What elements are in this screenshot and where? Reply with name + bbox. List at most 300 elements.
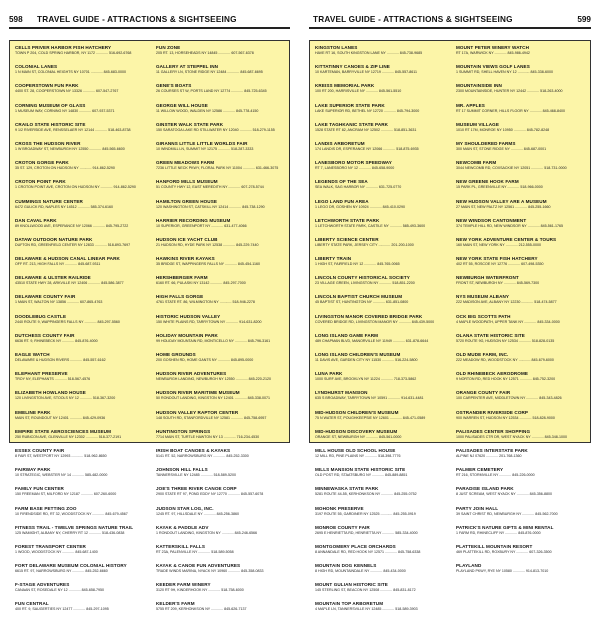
- listing-entry: [156, 45, 282, 64]
- listing-entry: [15, 179, 141, 198]
- listing-detail: ORANGE ST, NEWBURGH NY ............ 845-561-0000: [315, 434, 402, 439]
- listing-name: GINSTER WALK STATE PARK: [156, 121, 224, 127]
- listing-name: PLATTEKILL MOUNTAIN RESORT: [456, 543, 533, 549]
- listing-name: NEW GREENE HOOK FARM: [456, 179, 519, 185]
- listing-name: MONTGOMERY PLACE ORCHARDS: [315, 543, 396, 549]
- listing-entry: [156, 429, 282, 448]
- listing-entry: [156, 160, 282, 179]
- listing-detail: 4 MAPLE WOODPATH, UPPER TANK NY ............ 845-334-0000: [456, 319, 560, 324]
- listing-detail: 2300 MOUNTAINSIDE, HUNTER NY 12442 ............ 518-263-4000: [456, 89, 563, 94]
- listing-name: MILL HOUSE OLD SCHOOL HOUSE: [315, 447, 396, 453]
- listing-detail: 1 SUMMIT RD, SHELL HAVEN NY 12 ............ 845-338-6000: [456, 70, 553, 75]
- listing-name: LYNDHURST MANSION: [315, 390, 368, 396]
- listing-detail: RT 216, STORMVILLE NY ............ 845-226-0000: [456, 473, 535, 478]
- listing-name: EMELINE PARK: [15, 409, 51, 415]
- listing-entry: [156, 314, 282, 333]
- listing-name: KELDER'S FARM: [156, 601, 195, 607]
- listing-entry: [456, 103, 582, 122]
- listing-detail: CANAAN ST, ROSEDALE NY 12 ............ 845-658-7950: [15, 588, 105, 593]
- listing-name: KREISS MEMORIAL PARK: [315, 83, 375, 89]
- listing-detail: 4 MAPLE LN, TANNERSVILLE NY 12485 ............ 518-589-3903: [315, 607, 418, 612]
- listing-entry: [456, 371, 582, 390]
- listing-entry: [315, 141, 441, 160]
- listing-entry: [456, 237, 582, 256]
- listing-name: CROTON GORGE PARK: [15, 160, 69, 166]
- listing-entry: [456, 45, 582, 64]
- listing-detail: 1 WOOD, WOODSTOCK NY ............ 845-687-1400: [15, 549, 98, 554]
- listing-entry: [15, 410, 141, 429]
- listing-detail: RT 17 SUMMIT CORNER, HILLS FLOOR NY ............ 845-468-8400: [456, 108, 565, 113]
- listing-name: MY SHOULDERED FARMS: [456, 140, 516, 146]
- listing-detail: 7714 MAIN ST, TURTLE HAWTON NY 13 ............ 716-234-4530: [156, 434, 260, 439]
- listing-detail: 26 COURSES ST W, PORTS LAND NY 12774 ............ 845-725-6345: [156, 89, 267, 94]
- listing-entry: [315, 160, 441, 179]
- listing-detail: 374 TEMPLE HILL RD, NEW WINDSOR NY ............ 845-561-1765: [456, 223, 563, 228]
- listing-detail: 100 CARPENTER AVE, MIDDLETOWN NY ............ 845-343-4826: [456, 396, 562, 401]
- listing-detail: 5141 RT. 52, NARROWSBURG NY ............ 845-252-3300: [156, 453, 249, 458]
- listing-detail: 9 1/2 RIVERSIDE AVE, RENSSELAER NY 12144 ............ 518-463-8738: [15, 127, 131, 132]
- listing-detail: 8 ANNANDALE RD, RED HOOK NY 12571 ............ 845-758-6338: [315, 549, 421, 554]
- listing-detail: 10 SUPERIOR, GREENPORT NY ............ 631-477-4066: [156, 223, 247, 228]
- listing-detail: 900 WARREN ST, HUDSON NY 12534 ............ 518-828-9000: [456, 415, 555, 420]
- listing-detail: 12 MILL RD, PINE PLAINS NY ............ 518-398-7776: [315, 453, 401, 458]
- listing-entry: [315, 448, 441, 467]
- listing-name: JOE'S THREE RIVER CANOE CORP: [156, 486, 237, 492]
- listing-entry: [156, 83, 282, 102]
- listing-detail: 43510 STATE HWY 28, ARKVILLE NY 12406 ............ 845-586-3877: [15, 281, 124, 286]
- listing-name: MONROE COUNTY FAIR: [315, 524, 370, 530]
- listing-detail: 125 WAMIGHT, ALBANY NY, CHERRY RT 12 ............ 518-436-0838: [15, 530, 125, 535]
- listing-name: LONG ISLAND GAME FARM: [315, 332, 379, 338]
- listing-entry: [315, 314, 441, 333]
- listing-name: OLD MUDE FARM, INC.: [456, 352, 509, 357]
- listing-detail: 160 MAIN ST, NEW YORK NY ............ 212-555-0000: [456, 242, 541, 247]
- listing-name: KAYAK & CANOE FUN ADVENTURES: [156, 563, 241, 569]
- listing-detail: TANNERSVILLE NY 12485 ............ 518-589-5200: [156, 473, 236, 478]
- listing-name: LONG ISLAND CHILDREN'S MUSEUM: [315, 352, 401, 357]
- listing-entry: [156, 390, 282, 409]
- listing-name: GIRANNS LITTLE LITTLE WORLDS FAIR: [156, 140, 248, 146]
- listing-entry: [156, 525, 282, 544]
- listing-name: FUN CENTRAL: [15, 601, 49, 607]
- listing-detail: 9 NORTON RD, RED HOOK NY 12571 ............ 845-752-3200: [456, 377, 556, 382]
- listing-entry: [15, 601, 141, 620]
- listing-name: MOUNT GULIAN HISTORIC SITE: [315, 582, 388, 588]
- listing-detail: 51 COUNTY HWY 12, EAST MEREDITH NY ............ 607-278-5744: [156, 185, 264, 190]
- listing-name: PALISADES CENTER SHOPPING: [456, 428, 531, 434]
- listing-name: CRAILO STATE HISTORIC SITE: [15, 121, 86, 127]
- listing-name: HUDSON ICE YACHT CLUB: [156, 236, 218, 242]
- listing-name: COLONIAL LANES: [15, 64, 58, 70]
- listing-detail: 1 MUSEUM WAY, CORNING NY 14830 ............ 607-937-5371: [15, 108, 115, 113]
- listing-entry: [15, 333, 141, 352]
- listing-name: HISTORIC HUDSON VALLEY: [156, 313, 221, 319]
- listing-name: F-STAGE ADVENTURES: [15, 582, 70, 588]
- listing-name: MOHONK PRESERVE: [315, 505, 364, 511]
- header-rule: [309, 27, 591, 29]
- listing-name: LANDIS ARBORETUM: [315, 140, 365, 146]
- listing-entry: [156, 199, 282, 218]
- listing-entry: [315, 352, 441, 371]
- listing-entry: [456, 179, 582, 198]
- listing-name: GALLERY AT STEPPEL INN: [156, 64, 219, 70]
- listing-name: MUSEUM VILLAGE: [456, 121, 499, 127]
- listing-detail: 6472 GULICK RD, NAPLES NY 14512 ............ 585-374-6160: [15, 204, 114, 209]
- listing-detail: FRONT ST, NEWBURGH NY ............ 845-569-7300: [456, 281, 540, 286]
- listing-entry: [156, 333, 282, 352]
- listing-entry: [156, 467, 282, 486]
- listing-detail: 250 RUBICON AVE, GLENVILLE NY 12302 ............ 518-377-2191: [15, 434, 122, 439]
- listing-name: LETCHWORTH STATE PARK: [315, 217, 380, 223]
- listing-name: LANESBORO MOTOR SPEEDWAY: [315, 160, 392, 166]
- listing-entry: [15, 390, 141, 409]
- listing-name: EMPIRE STATE AEROSCIENCES MUSEUM: [15, 428, 112, 434]
- listing-detail: RT 23A, PALENVILLE NY ............ 518-589-5058: [156, 549, 234, 554]
- listing-entry: [156, 237, 282, 256]
- listing-name: HOME GROUNDS: [156, 352, 196, 357]
- listing-entry: [15, 275, 141, 294]
- listing-detail: NEWBURGH LANDING, NEWBURGH NY 12550 ............ 845-220-2120: [156, 377, 271, 382]
- listing-name: FORT DELAWARE MUSEUM COLONIAL HISTORY: [15, 563, 127, 569]
- listing-name: FITNESS TRAIL - TWELVE SPRINGS NATURE TRAIL: [15, 524, 134, 530]
- listing-entry: [15, 467, 141, 486]
- listing-detail: 35 BRIDGE ST, WAPPINGERS FALLS NY ............ 845-454-1160: [156, 262, 260, 267]
- listing-name: DUTCHESS COUNTY FAIR: [15, 332, 75, 338]
- listing-name: OLD RHINEBECK AERODROME: [456, 371, 529, 377]
- listing-name: OCK BIG SCOTTS PATH: [456, 313, 511, 319]
- listing-name: DELAWARE & ULSTER RAILRIDE: [15, 275, 91, 281]
- listing-detail: 11 GALLERY LN, STONE RIDGE NY 12484 ............ 845-687-6695: [156, 70, 263, 75]
- listing-entry: [456, 275, 582, 294]
- listing-entry: [315, 45, 441, 64]
- listing-name: JUDSON STAR LOG, INC.: [156, 505, 214, 511]
- listing-detail: 8 FAIR ST, WESTPORT NY 12993 ............ 518-962-8650: [15, 453, 107, 458]
- listing-detail: 45 BAPTIST ST, HUNTINGTON NY ............ 631-851-0800: [315, 300, 409, 305]
- listing-detail: RT 7, LANESBORO NY 12 ............ 845-658-9000: [315, 166, 395, 171]
- listing-detail: 5281 ROUTE 44-55, KERHONKSON NY ............ 845-255-0752: [315, 492, 417, 497]
- listing-entry: [456, 352, 582, 371]
- listing-name: COOPERSTOWN FUN PARK: [15, 83, 79, 89]
- listing-detail: 300 MAIN ST, STONE RIDGE NY ............ 845-687-0001: [456, 146, 547, 151]
- listing-detail: 489 CHAPMAN BLVD, MANORVILLE NY 11949 ............ 631-878-6644: [315, 338, 429, 343]
- page-title: TRAVEL GUIDE - ATTRACTIONS & SIGHTSEEING: [37, 15, 237, 24]
- listing-detail: MAIN ST, ROUNDOUT NY 12401 ............ 845-429-0936: [15, 415, 106, 420]
- listing-detail: HAVE RT 16, SOUTH KINGSTON LANE NY ............ 845-738-9685: [315, 51, 423, 55]
- listing-name: HIGH FALLS GORGE: [156, 294, 204, 300]
- listing-name: LINCOLN BAPTIST CHURCH MUSEUM: [315, 294, 403, 300]
- listing-entry: [156, 256, 282, 275]
- listing-name: HERSHBERGER FARM: [156, 275, 208, 281]
- listing-entry: [156, 486, 282, 505]
- listing-name: MINNEWASKA STATE PARK: [315, 486, 379, 492]
- listing-entry: [456, 410, 582, 429]
- listing-detail: 1 LETCHWORTH STATE PARK, CASTILE NY ............ 585-493-3600: [315, 223, 426, 228]
- listing-entry: [315, 294, 441, 313]
- listing-entry: [315, 218, 441, 237]
- listing-entry: [315, 582, 441, 601]
- listing-entry: [315, 103, 441, 122]
- right-page: [300, 0, 600, 612]
- listing-entry: [156, 371, 282, 390]
- listing-detail: DELAWARE & HUDSON RIVERS ............ 845-557-6162: [15, 358, 106, 362]
- listing-detail: 4400 ST. 28, COOPERSTOWN NY 13326 ............ 607-547-2767: [15, 89, 119, 94]
- listing-column: [456, 45, 582, 582]
- listing-entry: [15, 103, 141, 122]
- listing-detail: 635 S BROADWAY, TARRYTOWN NY 10591 ............ 914-631-4481: [315, 396, 424, 401]
- listing-entry: [315, 429, 441, 448]
- listing-detail: ALPINE NJ 07620 ............ 201-768-1360: [456, 453, 522, 458]
- listing-entry: [315, 256, 441, 275]
- listing-name: MID-HUDSON DISCOVERY MUSEUM: [315, 428, 398, 434]
- listing-name: NEWBURGH WATERFRONT: [456, 275, 519, 281]
- listing-entry: [15, 256, 141, 275]
- listing-detail: 174 LANDIS DR, ESPERANCE NY 12066 ............ 518-875-6935: [315, 146, 419, 151]
- listing-entry: [456, 544, 582, 563]
- listing-name: LIBERTY SCIENCE CENTER: [315, 236, 379, 242]
- listing-name: HUNTINGTON SPRINGS: [156, 428, 211, 434]
- listing-detail: 2440 ROUTE 9, WAPPINGERS FALLS NY ............ 845-297-5560: [15, 319, 120, 324]
- listing-name: NEW HUDSON VALLEY ARE A MUSEUM: [456, 198, 547, 204]
- listing-detail: 15 PARK PL, GREENVILLE NY ............ 518-966-0000: [456, 185, 543, 190]
- listing-detail: 1010 RT 17M, MONROE NY 10950 ............ 845-782-8248: [456, 127, 550, 132]
- listing-entry: [156, 218, 282, 237]
- listing-detail: 21 HUDSON RD, HYDE PARK NY 12538 ............ 845-229-7440: [156, 242, 259, 247]
- listing-detail: 10 STRATEGIC, WEBSTER NY 14 ............ 585-482-0000: [15, 473, 108, 478]
- listing-name: HAMILTON GREEN HOUSE: [156, 198, 218, 204]
- listing-detail: SEA WALK, SAG HARBOR NY ............ 631-725-0770: [315, 185, 402, 190]
- listing-entry: [456, 160, 582, 179]
- listing-name: PALMER CEMETERY: [456, 467, 504, 473]
- listing-name: MOUNTAIN TOP ARBORETUM: [315, 601, 384, 607]
- listing-detail: 1 W BROADWAY ST, NEWBURGH NY 12550 ............ 845-565-6600: [15, 146, 125, 151]
- listing-entry: [315, 601, 441, 620]
- listing-detail: 35 ST. 129, CROTON ON HUDSON NY ............ 914-862-5290: [15, 166, 115, 171]
- listing-entry: [456, 525, 582, 544]
- listing-name: HUDSON VALLEY RAPTOR CENTER: [156, 409, 239, 415]
- listing-name: CORNING MUSEUM OF GLASS: [15, 102, 86, 108]
- listing-name: FOREST TRANSPORT CENTER: [15, 543, 86, 549]
- listing-entry: [315, 333, 441, 352]
- listing-entry: [456, 390, 582, 409]
- listing-name: HAWKINS RIVER KAYAKS: [156, 256, 215, 262]
- page-title: TRAVEL GUIDE - ATTRACTIONS & SIGHTSEEING: [313, 15, 513, 24]
- listing-entry: [15, 294, 141, 313]
- listing-detail: 1 LEGO DR, GOSHEN NY 10924 ............ 845-410-0290: [315, 204, 406, 209]
- listings-box: [309, 40, 591, 612]
- listing-detail: 11 DAVIS AVE, GARDEN CITY NY 11530 ............ 516-224-5800: [315, 358, 418, 362]
- listing-detail: 402 RT 55, ROSCOE NY 12776 ............ 607-498-5350: [456, 262, 544, 267]
- listing-entry: [456, 199, 582, 218]
- listing-detail: 5755 RT 209, KERHONKSON NY ............ 845-626-7137: [156, 607, 247, 612]
- listing-entry: [315, 410, 441, 429]
- left-page: [0, 0, 300, 612]
- listing-name: NEW YORK STATE FISH HATCHERY: [456, 256, 538, 262]
- listing-detail: 10 FIRENDSIDE RD, RT 32, WOODSTOCK NY ............ 845-679-4567: [15, 511, 128, 516]
- listing-entry: [156, 179, 282, 198]
- listing-detail: 145 STERLING ST, BEACON NY 12508 ............ 845-831-8172: [315, 588, 416, 593]
- listing-detail: 148 SOUTH RD, STANFORDVILLE NY 12581 ............ 845-758-6957: [156, 415, 267, 420]
- listing-entry: [15, 64, 141, 83]
- listing-name: ELEPHANT PRESERVE: [15, 371, 68, 377]
- listing-name: GEORGE WILL HOUSE: [156, 102, 208, 108]
- listing-name: LUNA PARK: [315, 371, 343, 377]
- listing-detail: 6160 RT. 66, PULASKI NY 13142 ............ 845-297-7000: [156, 281, 246, 286]
- listing-detail: 10 WINDMILL LN, SUMMIT NY 12175 ............ 518-287-3333: [156, 146, 254, 151]
- listing-name: LEGENDS OF THE SEA: [315, 179, 368, 185]
- listing-name: MOUNTAINSIDE INN: [456, 83, 502, 89]
- listing-name: KATTERSKILL FALLS: [156, 543, 205, 549]
- listing-entry: [456, 333, 582, 352]
- listing-entry: [156, 582, 282, 601]
- listing-detail: RT 17A, WARWICK NY ............ 845-986-4942: [456, 51, 530, 55]
- header-rule: [9, 27, 290, 29]
- listing-detail: 150 WHITE PLAINS RD, TARRYTOWN NY ............ 914-631-8200: [156, 319, 262, 324]
- listing-name: KAYAK & PADDLE ADV: [156, 524, 209, 530]
- listing-detail: LIBERTY STATE PARK, JERSEY CITY ............ 201-200-1000: [315, 242, 414, 247]
- listing-entry: [456, 429, 582, 448]
- listing-name: CROTON POINT PARK: [15, 179, 66, 185]
- listing-name: DELAWARE COUNTY FAIR: [15, 294, 76, 300]
- listing-detail: 99 HOLIDAY MOUNTAIN RD, MONTICELLO NY ............ 845-796-3161: [156, 338, 271, 343]
- page-number: 598: [9, 15, 23, 24]
- listing-detail: 150 FREEMAN ST, MILFORD NY 12187 ............ 607-260-6000: [15, 492, 117, 497]
- listing-name: ELIZABETH HOWLAND HOUSE: [15, 390, 86, 396]
- listing-entry: [15, 544, 141, 563]
- listing-name: NEW WINDSOR CANTONMENT: [456, 217, 527, 223]
- listing-detail: 200 GOSHEN RD, HOME GANTS NY ............ 845-895-0000: [156, 358, 254, 362]
- listing-name: LAKE TAGHKANIC STATE PARK: [315, 121, 389, 127]
- listing-entry: [315, 371, 441, 390]
- listing-entry: [456, 83, 582, 102]
- listing-entry: [315, 179, 441, 198]
- listing-name: MOUNTAIN DOG KENNELS: [315, 563, 377, 569]
- listing-name: JOHNSON HILL FALLS: [156, 467, 208, 473]
- listing-name: HARRIER RECORDING MUSEUM: [156, 217, 231, 223]
- listing-name: LINCOLN COUNTY HISTORICAL SOCIETY: [315, 275, 410, 281]
- listing-entry: [456, 506, 582, 525]
- listing-entry: [156, 275, 282, 294]
- listing-name: PARTY JOIN HALL: [456, 505, 499, 511]
- listing-entry: [15, 429, 141, 448]
- listing-detail: 120 WASHINGTON ST, CATSKILL NY 12414 ............ 845-738-1290: [156, 204, 265, 209]
- listing-detail: LAKE SUPERIOR RD, BETHEL NY 12720 ............ 845-794-3000: [315, 108, 420, 113]
- listing-entry: [156, 103, 282, 122]
- listing-entry: [15, 448, 141, 467]
- listing-name: HOLIDAY MOUNTAIN PARK: [156, 332, 218, 338]
- listing-column: [315, 45, 441, 621]
- listing-entry: [15, 122, 141, 141]
- listing-entry: [15, 160, 141, 179]
- listing-entry: [456, 563, 582, 582]
- listing-entry: [315, 525, 441, 544]
- listing-entry: [456, 448, 582, 467]
- listing-entry: [156, 122, 282, 141]
- listing-detail: COVERED BRIDGE RD, LIVINGSTON MANOR NY ............ 845-439-5000: [315, 319, 435, 324]
- listing-name: DOODLEBUG CASTLE: [15, 313, 67, 319]
- listing-name: HUDSON RIVER MARITIME MUSEUM: [156, 390, 240, 396]
- listing-detail: 1528 STATE RT 82, ANCRAM NY 12502 ............ 518-851-3631: [315, 127, 417, 132]
- listing-entry: [315, 64, 441, 83]
- listing-detail: 10 KARTEMAN, BARRYVILLE NY 12719 ............ 845-557-8611: [315, 70, 418, 75]
- listing-entry: [15, 371, 141, 390]
- listing-name: DELAWARE & HUDSON CANAL LINEAR PARK: [15, 256, 120, 262]
- listing-entry: [156, 410, 282, 429]
- listing-detail: 39 SAINT CHRIST RD, NEWBURGH NY ............ 845-562-7000: [456, 511, 558, 516]
- listing-detail: 120 LIVINGSTON AVE, STOOLS NY 12 ............ 518-367-3200: [15, 396, 116, 401]
- listing-detail: 11 WILLOW WOOD, WALDEN NY 12586 ............ 845-778-4150: [156, 108, 259, 113]
- listing-detail: 6636 RT. 9, RHINEBECK NY ............ 845-876-4000: [15, 338, 98, 343]
- listing-entry: [456, 486, 582, 505]
- listing-name: NEW YORK ADVENTURE CENTER & TOURS: [456, 236, 557, 242]
- listing-detail: OFF RT. 213, HIGH FALLS NY ............ 845-687-9311: [15, 262, 101, 267]
- listing-name: LAKE SUPERIOR STATE PARK: [315, 102, 385, 108]
- listing-name: MILLS MANSION STATE HISTORIC SITE: [315, 467, 406, 473]
- listing-detail: 2695 E HENRIETTA RD, HENRIETTA NY ............ 585-334-4000: [315, 530, 418, 535]
- listing-entry: [456, 64, 582, 83]
- listing-name: MOUNT PETER WINERY WATCH: [456, 45, 530, 50]
- listing-name: GREEN MEADOWS FARM: [156, 160, 215, 166]
- listing-entry: [315, 199, 441, 218]
- listing-name: ORANGE COUNTY FAIR: [456, 390, 511, 396]
- listing-entry: [156, 601, 282, 620]
- listing-entry: [156, 294, 282, 313]
- listing-detail: 469 PLATTEKILL RD, ROXBURY NY ............ 607-326-3500: [456, 549, 552, 554]
- listing-name: LIBERTY TRAIN: [315, 256, 352, 262]
- listings-box: [9, 40, 290, 612]
- listing-entry: [315, 83, 441, 102]
- listing-entry: [456, 218, 582, 237]
- listing-detail: 3044 NEWCOMB RD, COXSACKIE NY 12051 ............ 518-731-0000: [456, 166, 567, 171]
- listing-detail: 1245 RT. 97, HILLSDALE NY ............ 845-256-3860: [156, 511, 239, 516]
- listing-detail: 400 RT. 9, SAUGERTIES NY 12477 ............ 845-297-1095: [15, 607, 109, 612]
- listing-entry: [15, 237, 141, 256]
- listing-detail: 8 JUST SCREAM, WEST NYACK NY ............ 845-356-8800: [456, 492, 553, 497]
- listing-detail: 1 FARM RD, RHINECLIFF NY ............ 845-876-0000: [456, 530, 541, 535]
- listing-name: CELLS PRIVER HARBOR FISH HATCHERY: [15, 45, 112, 50]
- listing-entry: [315, 563, 441, 582]
- listing-name: LEGO LAND FUN AREA: [315, 198, 369, 204]
- page-number: 599: [577, 15, 591, 24]
- listing-entry: [15, 199, 141, 218]
- listing-detail: 1 HIGH ST, FAIRFIELD NY 12 ............ 845-765-0065: [315, 262, 400, 267]
- listing-detail: 8 HIGH RD, MOUNTAINDALE NY ............ 845-434-0000: [315, 569, 406, 574]
- listing-column: [156, 45, 282, 621]
- listing-detail: 89 KNOLLWOOD AVE, ESPERANCE NY 12066 ............ 845-795-2722: [15, 223, 129, 228]
- listing-detail: 1 CROTON POINT AVE, CROTON ON HUDSON NY ............ 914-862-5290: [15, 185, 136, 190]
- listing-detail: 205 RT. 13, HORSEHEADS NY 14845 ............ 607-567-6378: [156, 51, 254, 55]
- listing-detail: TROY NY, ELEPHANTS ............ 518-567-4576: [15, 377, 91, 382]
- listing-name: MR. APPLES: [456, 102, 485, 108]
- listing-entry: [15, 45, 141, 64]
- listing-entry: [315, 122, 441, 141]
- listing-name: NEWCOMB FARM: [456, 160, 497, 166]
- listing-name: FAMILY FUN CENTER: [15, 486, 64, 492]
- listing-entry: [456, 294, 582, 313]
- listing-name: FAIRWAY PARK: [15, 467, 51, 473]
- listing-name: HUDSON RIVER ADVENTURES: [156, 371, 227, 377]
- listing-name: DATAW OUTDOOR NATURE PARK: [15, 236, 93, 242]
- listing-name: IRISH BOAT CANOES & KAYAKS: [156, 447, 231, 453]
- listing-entry: [15, 218, 141, 237]
- listing-detail: 150 SARATOGA LAKE RD STILLWATER NY 12040 ............ 518-279-1155: [156, 127, 275, 132]
- listing-entry: [456, 141, 582, 160]
- listing-detail: 6615 RT. 97, NARROWSBURG NY ............ 845-252-6660: [15, 569, 108, 574]
- listing-detail: 100 RT 200, HARRISVILLE NY ............ 845-561-5510: [315, 89, 402, 94]
- listing-entry: [156, 141, 282, 160]
- listing-name: HANFORD MILLS MUSEUM: [156, 179, 218, 185]
- listing-entry: [15, 314, 141, 333]
- listing-entry: [156, 352, 282, 371]
